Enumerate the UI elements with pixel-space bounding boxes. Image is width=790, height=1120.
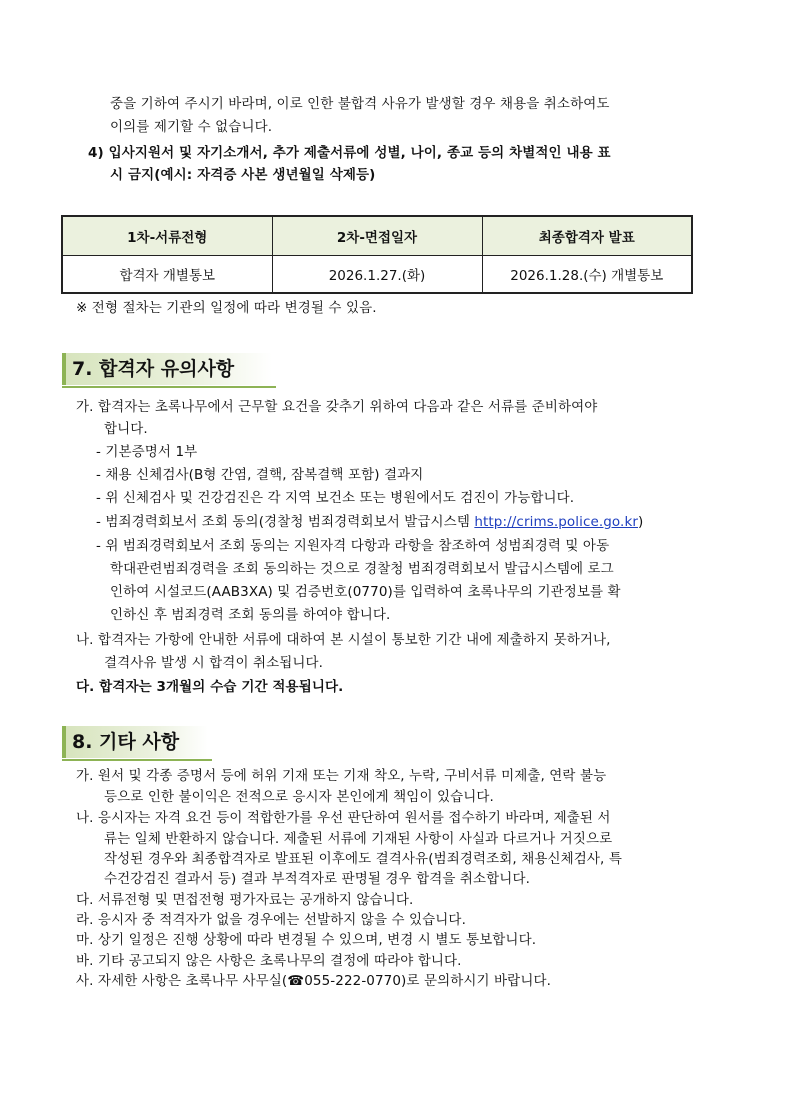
s8-line-5: 작성된 경우와 최종합격자로 발표된 이후에도 결격사유(범죄경력조회, 채용신체검사, 특 xyxy=(104,851,622,867)
s8-line-1: 가. 원서 및 각종 증명서 등에 허위 기재 또는 기재 착오, 누락, 구비서류 미제출, 연락 불능 xyxy=(76,768,607,784)
s7-na-line-1: 나. 합격자는 가항에 안내한 서류에 대하여 본 시설이 통보한 기간 내에 제출하지 못하거나, xyxy=(76,632,611,648)
s7-ga-line-1: 가. 합격자는 초록나무에서 근무할 요건을 갖추기 위하여 다음과 같은 서류를 준비하여야 xyxy=(76,399,598,415)
s7-bullet-4 xyxy=(96,512,643,532)
s8-line-7: 다. 서류전형 및 면접전형 평가자료는 공개하지 않습니다. xyxy=(76,892,414,908)
item4-line-1: 4) 입사지원서 및 자기소개서, 추가 제출서류에 성별, 나이, 종교 등의 차별적인 내용 표 xyxy=(88,145,611,161)
s7-bullet-5-line-2: 학대관련범죄경력을 조회 동의하는 것으로 경찰청 범죄경력회보서 발급시스템에 로그 xyxy=(110,561,614,577)
s8-line-2: 등으로 인한 불이익은 전적으로 응시자 본인에게 책임이 있습니다. xyxy=(104,789,494,805)
schedule-header-3: 최종합격자 발표 xyxy=(482,216,692,256)
section-7-heading: 7. 합격자 유의사항 xyxy=(62,353,272,385)
s8-line-4: 류는 일체 반환하지 않습니다. 제출된 서류에 기재된 사항이 사실과 다르거나 거짓으로 xyxy=(104,831,613,847)
schedule-header-1: 1차-서류전형 xyxy=(62,216,272,256)
intro-line-1: 중을 기하여 주시기 바라며, 이로 인한 불합격 사유가 발생할 경우 채용을 취소하여도 xyxy=(110,96,610,112)
s7-bullet-2: - 채용 신체검사(B형 간염, 결핵, 잠복결핵 포함) 결과지 xyxy=(96,467,424,483)
s8-line-11: 사. 자세한 사항은 초록나무 사무실(☎055-222-0770)로 문의하시기 바랍니다. xyxy=(76,973,551,989)
s8-line-8: 라. 응시자 중 적격자가 없을 경우에는 선발하지 않을 수 있습니다. xyxy=(76,912,466,928)
s8-line-10: 바. 기타 공고되지 않은 사항은 초록나무의 결정에 따라야 합니다. xyxy=(76,953,462,969)
crims-link[interactable]: http://crims.police.go.kr xyxy=(474,514,639,530)
s7-na-line-2: 결격사유 발생 시 합격이 취소됩니다. xyxy=(104,655,324,671)
schedule-header-2: 2차-면접일자 xyxy=(272,216,482,256)
schedule-table xyxy=(61,215,693,294)
s7-bullet-5-line-4: 인하신 후 범죄경력 조회 동의를 하여야 합니다. xyxy=(110,607,391,623)
s7-bullet-4-close: ) xyxy=(638,514,644,530)
schedule-cell-1: 합격자 개별통보 xyxy=(62,256,272,294)
s7-da: 다. 합격자는 3개월의 수습 기간 적용됩니다. xyxy=(76,679,344,695)
s7-bullet-5-line-1: - 위 범죄경력회보서 조회 동의는 지원자격 다항과 라항을 참조하여 성범죄경력 및 아동 xyxy=(96,538,610,554)
schedule-header-row xyxy=(62,216,692,256)
section-8-underline xyxy=(62,759,212,761)
s7-ga-line-2: 합니다. xyxy=(104,421,148,437)
section-7-underline xyxy=(62,386,276,388)
s8-line-9: 마. 상기 일정은 진행 상황에 따라 변경될 수 있으며, 변경 시 별도 통보합니다. xyxy=(76,932,537,948)
s8-line-6: 수건강검진 결과서 등) 결과 부적격자로 판명될 경우 합격을 취소합니다. xyxy=(104,871,530,887)
schedule-cell-2: 2026.1.27.(화) xyxy=(272,256,482,294)
s7-bullet-1: - 기본증명서 1부 xyxy=(96,444,198,460)
s7-bullet-4-text: - 범죄경력회보서 조회 동의(경찰청 범죄경력회보서 발급시스템 xyxy=(96,514,475,530)
s7-bullet-3: - 위 신체검사 및 건강검진은 각 지역 보건소 또는 병원에서도 검진이 가능합니다. xyxy=(96,490,575,506)
s8-line-3: 나. 응시자는 자격 요건 등이 적합한가를 우선 판단하여 원서를 접수하기 바라며, 제출된 서 xyxy=(76,810,611,826)
section-8-heading: 8. 기타 사항 xyxy=(62,726,208,758)
item4-line-2: 시 금지(예시: 자격증 사본 생년월일 삭제등) xyxy=(110,167,376,183)
intro-line-2: 이의를 제기할 수 없습니다. xyxy=(110,119,273,135)
s7-bullet-5-line-3: 인하여 시설코드(AAB3XA) 및 검증번호(0770)를 입력하여 초록나무의 기관정보를 확 xyxy=(110,584,621,600)
schedule-note: ※ 전형 절차는 기관의 일정에 따라 변경될 수 있음. xyxy=(76,300,377,316)
schedule-cell-3: 2026.1.28.(수) 개별통보 xyxy=(482,256,692,294)
schedule-data-row xyxy=(62,256,692,294)
